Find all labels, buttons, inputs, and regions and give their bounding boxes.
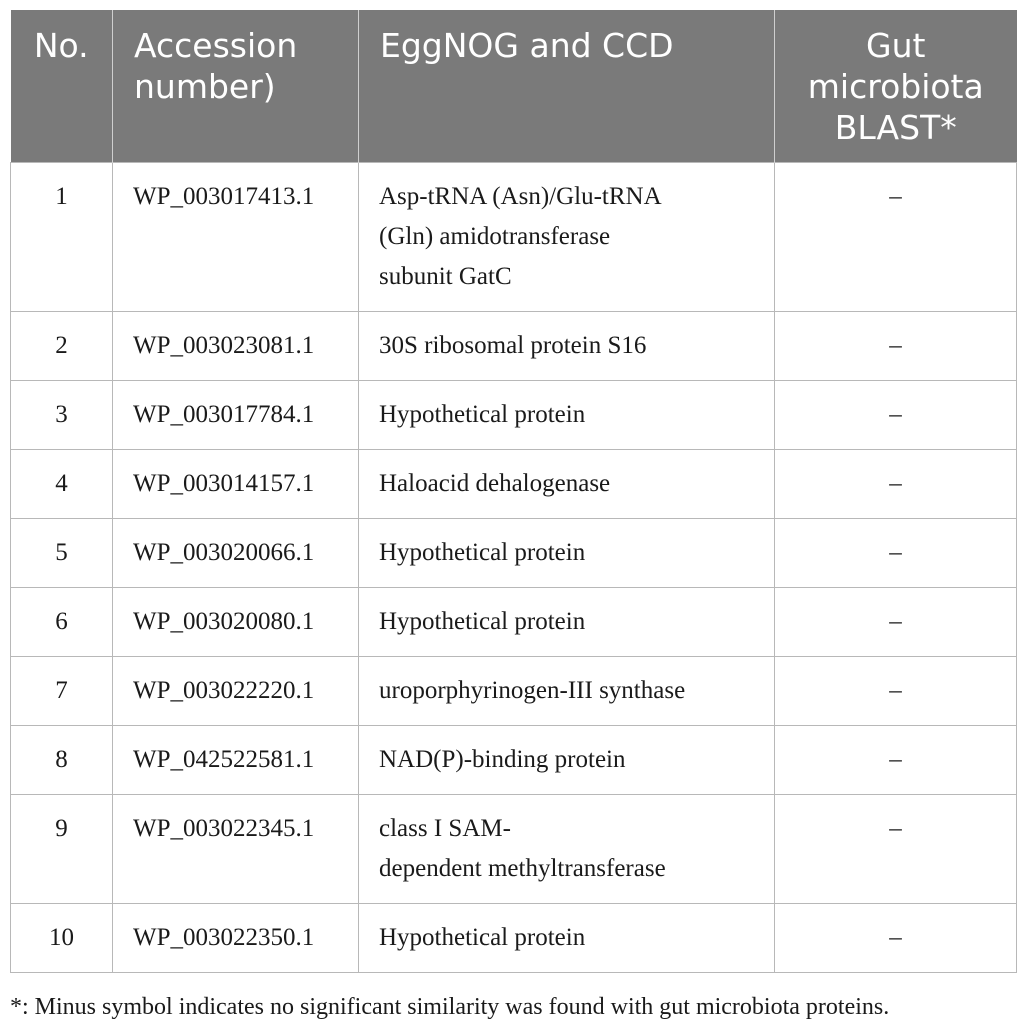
cell-no: 5: [11, 519, 113, 588]
cell-eggnog: 30S ribosomal protein S16: [359, 312, 775, 381]
cell-accession: WP_003020066.1: [113, 519, 359, 588]
table-header-row: [11, 10, 1017, 163]
table-row: [11, 163, 1017, 312]
table-row: [11, 795, 1017, 904]
cell-eggnog: uroporphyrinogen-III synthase: [359, 657, 775, 726]
cell-eggnog: Hypothetical protein: [359, 519, 775, 588]
cell-accession: WP_003022345.1: [113, 795, 359, 904]
cell-gut: –: [775, 904, 1017, 973]
header-no: No.: [11, 10, 113, 163]
cell-eggnog: Hypothetical protein: [359, 588, 775, 657]
cell-eggnog: Haloacid dehalogenase: [359, 450, 775, 519]
cell-gut: –: [775, 588, 1017, 657]
cell-accession: WP_003017784.1: [113, 381, 359, 450]
cell-no: 8: [11, 726, 113, 795]
cell-no: 2: [11, 312, 113, 381]
cell-gut: –: [775, 657, 1017, 726]
cell-gut: –: [775, 519, 1017, 588]
cell-gut: –: [775, 726, 1017, 795]
table-row: [11, 904, 1017, 973]
header-gut-blast: Gut microbiota BLAST*: [775, 10, 1017, 163]
protein-table: [10, 10, 1017, 973]
cell-accession: WP_003023081.1: [113, 312, 359, 381]
table-row: [11, 519, 1017, 588]
cell-no: 1: [11, 163, 113, 312]
table-row: [11, 312, 1017, 381]
cell-no: 3: [11, 381, 113, 450]
cell-accession: WP_003014157.1: [113, 450, 359, 519]
cell-accession: WP_042522581.1: [113, 726, 359, 795]
cell-accession: WP_003022350.1: [113, 904, 359, 973]
table-row: [11, 657, 1017, 726]
cell-gut: –: [775, 450, 1017, 519]
cell-gut: –: [775, 795, 1017, 904]
cell-eggnog: NAD(P)-binding protein: [359, 726, 775, 795]
cell-gut: –: [775, 163, 1017, 312]
cell-eggnog: class I SAM- dependent methyltransferase: [359, 795, 775, 904]
cell-no: 7: [11, 657, 113, 726]
cell-eggnog: Asp-tRNA (Asn)/Glu-tRNA (Gln) amidotransferase subunit GatC: [359, 163, 775, 312]
cell-eggnog: Hypothetical protein: [359, 381, 775, 450]
table-footnote: *: Minus symbol indicates no significant similarity was found with gut microbiota proteins.: [10, 994, 890, 1020]
header-eggnog: EggNOG and CCD: [359, 10, 775, 163]
cell-no: 9: [11, 795, 113, 904]
cell-accession: WP_003020080.1: [113, 588, 359, 657]
cell-gut: –: [775, 381, 1017, 450]
table-row: [11, 450, 1017, 519]
cell-no: 4: [11, 450, 113, 519]
cell-no: 10: [11, 904, 113, 973]
cell-eggnog: Hypothetical protein: [359, 904, 775, 973]
protein-table-container: [10, 10, 1016, 973]
cell-no: 6: [11, 588, 113, 657]
cell-accession: WP_003022220.1: [113, 657, 359, 726]
cell-gut: –: [775, 312, 1017, 381]
table-row: [11, 588, 1017, 657]
cell-accession: WP_003017413.1: [113, 163, 359, 312]
header-accession: Accession number): [113, 10, 359, 163]
table-row: [11, 381, 1017, 450]
table-row: [11, 726, 1017, 795]
